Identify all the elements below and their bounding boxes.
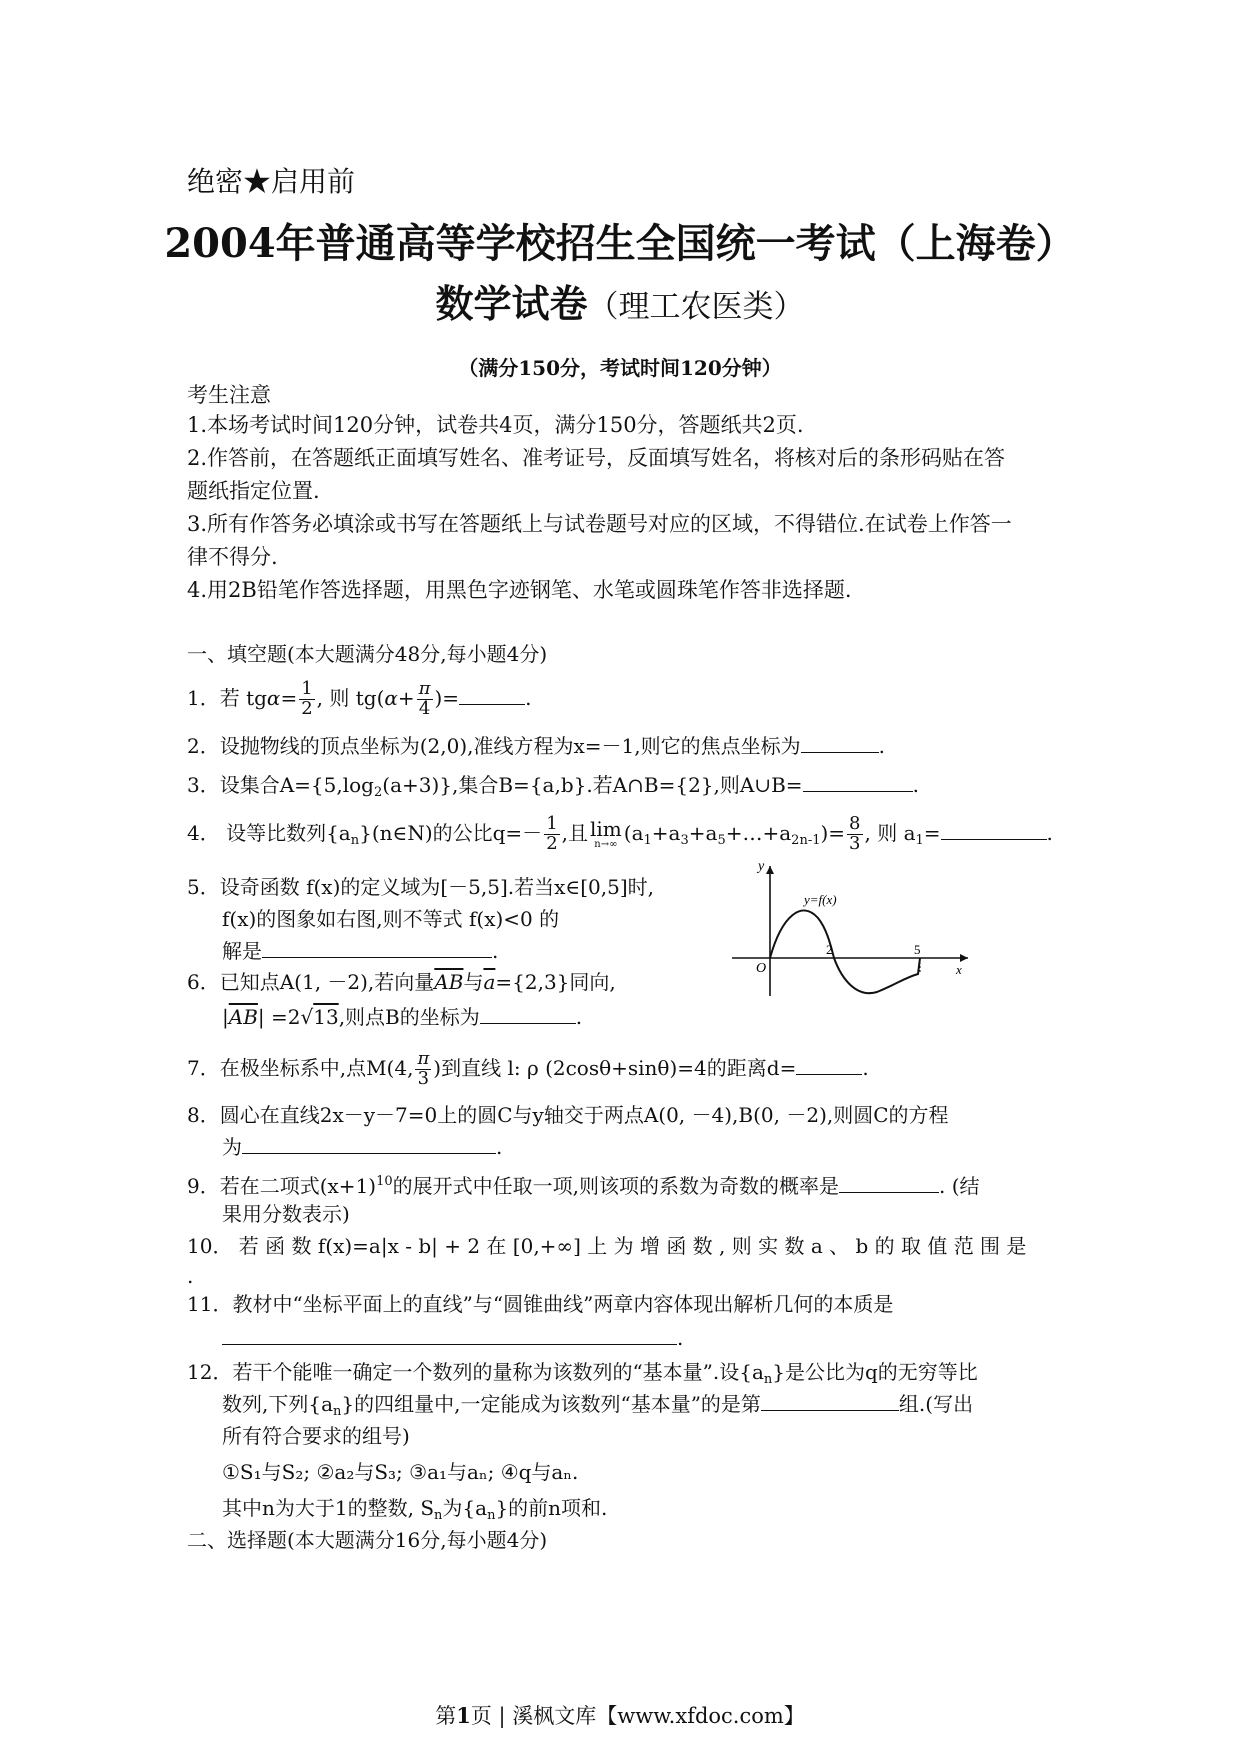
question-9-line-2: 果用分数表示) — [222, 1202, 350, 1226]
question-5-line-2: f(x)的图象如右图,则不等式 f(x)<0 的 — [222, 907, 560, 931]
score-line: （满分150分，考试时间120分钟） — [458, 356, 782, 380]
answer-blank-7[interactable] — [796, 1056, 862, 1075]
question-12-line-2: 数列,下列$\{a_n\}$的四组量中,一定能成为该数列“基本量”的是第 组.(写出 — [222, 1392, 974, 1419]
function-curve — [770, 911, 920, 994]
answer-blank-1[interactable] — [459, 686, 525, 705]
section1-heading: 一、填空题(本大题满分48分,每小题4分) — [187, 642, 548, 666]
page-footer: 第1页 | 溪枫文库【www.xfdoc.com】 — [435, 1703, 805, 1728]
question-10: 10． 若 函 数 f(x)=a|x - b| + 2 在 [0,+∞] 上 为 增 函 数 , 则 实 数 a 、 b 的 取 值 范 围 是 — [187, 1234, 1027, 1258]
question-8-line-2: 为 . — [222, 1135, 503, 1159]
notice-item-3-cont: 律不得分. — [187, 545, 278, 569]
answer-blank-5[interactable] — [262, 939, 492, 958]
notice-item-2-cont: 题纸指定位置. — [187, 479, 320, 503]
tick-label-5: 5 — [914, 942, 921, 957]
question-5-line-1: 5．设奇函数 f(x)的定义域为[－5,5].若当x∈[0,5]时, — [187, 875, 654, 899]
question-11: 11．教材中“坐标平面上的直线”与“圆锥曲线”两章内容体现出解析几何的本质是 — [187, 1292, 894, 1316]
notice-item-3: 3.所有作答务必填涂或书写在答题纸上与试卷题号对应的区域，不得错位.在试卷上作答一 — [187, 512, 1012, 536]
question-12-line-1: 12．若干个能唯一确定一个数列的量称为该数列的“基本量”.设$\{a_n\}$是公比为q的无穷等比 — [187, 1360, 978, 1387]
question-1: 1．若 tgα= $\frac{1}{2}$ , 则 tg(α+ $\frac{\pi}{4}$ )= . — [187, 678, 532, 719]
answer-blank-6[interactable] — [480, 1005, 576, 1024]
section2-heading: 二、选择题(本大题满分16分,每小题4分) — [187, 1528, 548, 1552]
answer-blank-8[interactable] — [242, 1135, 496, 1154]
answer-blank-2[interactable] — [801, 734, 879, 753]
curve-label: y=f(x) — [804, 892, 837, 907]
question-9-line-1: 9．若在二项式$(x+1)^{10}$的展开式中任取一项,则该项的系数为奇数的概率是 . (结 — [187, 1174, 980, 1198]
answer-blank-11[interactable] — [222, 1326, 677, 1345]
answer-blank-3[interactable] — [803, 773, 913, 792]
notice-item-2: 2.作答前，在答题纸正面填写姓名、准考证号，反面填写姓名，将核对后的条形码贴在答 — [187, 446, 1006, 470]
function-graph — [722, 860, 972, 1000]
secret-label: 绝密★启用前 — [187, 165, 356, 198]
question-3: 3．设集合$A=\{5,\log_2(a+3)\}$,集合B={a,b}.若A∩B={2},则A∪B= . — [187, 773, 919, 800]
question-7: 7．在极坐标系中,点M(4, $\frac{\pi}{3}$ )到直线 l: ρ (2cosθ+sinθ)=4的距离d= . — [187, 1048, 869, 1089]
question-10-end: . — [187, 1264, 194, 1288]
question-2: 2．设抛物线的顶点坐标为(2,0),准线方程为x=－1,则它的焦点坐标为 . — [187, 734, 885, 758]
answer-blank-4[interactable] — [941, 821, 1047, 840]
notice-item-1: 1.本场考试时间120分钟，试卷共4页，满分150分，答题纸共2页. — [187, 413, 804, 437]
question-11-answer: . — [222, 1324, 683, 1352]
question-12-note: 其中n为大于1的整数, $S_n$为$\{a_n\}$的前n项和. — [222, 1496, 608, 1523]
question-6-line-2: $|\overline{AB}| =2√13$,则点B的坐标为 . — [222, 1005, 583, 1029]
page-title: 2004年普通高等学校招生全国统一考试（上海卷） — [164, 220, 1076, 267]
question-8-line-1: 8．圆心在直线2x－y－7=0上的圆C与y轴交于两点A(0, －4),B(0, －2),则圆C的方程 — [187, 1103, 949, 1127]
question-5-line-3: 解是 . — [222, 939, 499, 963]
question-6-line-1: 6．已知点A(1, －2),若向量$\overline{AB}$与$\overline{a}=\{2,3\}$同向, — [187, 970, 616, 994]
y-label: y — [758, 860, 765, 874]
tick-label-2: 2 — [826, 942, 833, 957]
y-axis-arrow — [766, 866, 774, 874]
question-12-line-3: 所有符合要求的组号) — [222, 1424, 410, 1448]
answer-blank-9[interactable] — [839, 1174, 939, 1193]
x-axis-arrow — [960, 954, 968, 962]
page-subtitle: 数学试卷（理工农医类） — [435, 281, 805, 326]
notice-heading: 考生注意 — [187, 383, 271, 407]
origin-label: O — [756, 961, 767, 976]
x-label: x — [956, 962, 962, 977]
answer-blank-12[interactable] — [761, 1392, 899, 1411]
question-4: 4． 设等比数列$\{a_n\}(n\in N)$的公比q=－ $\frac{1}{2}$ ,且 lim n→∞ $(a_1+a_3+a_5+\dots+a_{2n-1})=$ $\frac{8}{3}$ , 则 $a_1=$ . — [187, 813, 1053, 854]
notice-item-4: 4.用2B铅笔作答选择题，用黑色字迹钢笔、水笔或圆珠笔作答非选择题. — [187, 578, 852, 602]
question-12-options: ①S₁与S₂; ②a₂与S₃; ③a₁与aₙ; ④q与aₙ. — [222, 1460, 579, 1484]
